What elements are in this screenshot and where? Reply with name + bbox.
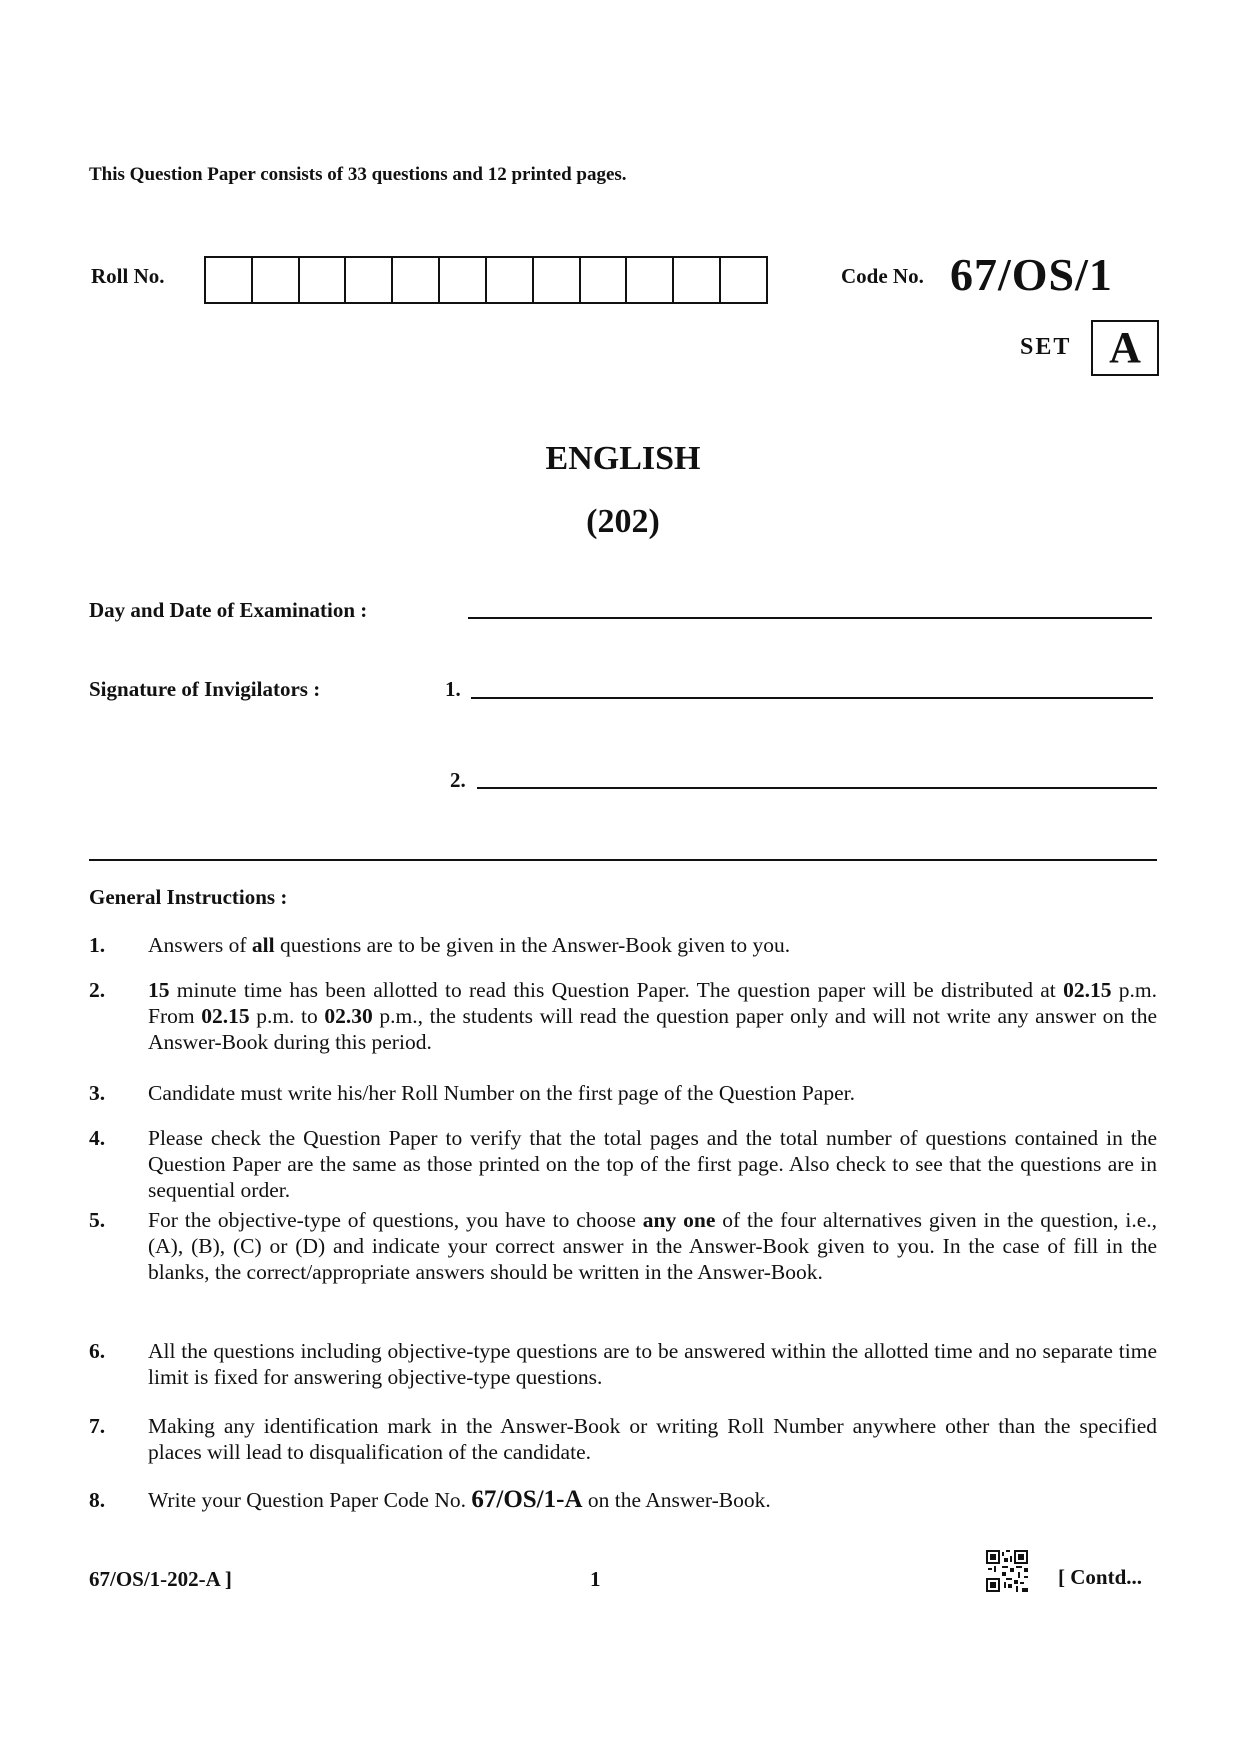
roll-digit-box[interactable] xyxy=(253,258,300,302)
instruction-text: Candidate must write his/her Roll Number on the first page of the Question Paper. xyxy=(148,1081,855,1105)
roll-digit-box[interactable] xyxy=(627,258,674,302)
instruction-number: 4. xyxy=(89,1126,106,1150)
footer-paper-code: 67/OS/1-202-A ] xyxy=(89,1567,232,1591)
instruction-item xyxy=(89,1207,1157,1285)
invigilator-2-number: 2. xyxy=(450,768,466,792)
page-count-note: This Question Paper consists of 33 questions and 12 printed pages. xyxy=(89,164,627,185)
emphasis-text: 02.15 xyxy=(201,1004,250,1028)
roll-digit-box[interactable] xyxy=(674,258,721,302)
code-number-label: Code No. xyxy=(841,264,924,288)
general-instructions-heading: General Instructions : xyxy=(89,885,288,909)
instruction-item xyxy=(89,977,1157,1055)
instruction-text: Making any identification mark in the Answer-Book or writing Roll Number anywhere other than the specified places will lead to disqualification of the candidate. xyxy=(148,1414,1157,1464)
roll-digit-box[interactable] xyxy=(534,258,581,302)
instruction-text: Please check the Question Paper to verify that the total pages and the total number of questions contained in the Question Paper are the same as those printed on the top of the first page. Also check to see that the questions are in sequential order. xyxy=(148,1126,1157,1202)
invigilator-1-line[interactable] xyxy=(471,697,1153,699)
roll-digit-box[interactable] xyxy=(581,258,628,302)
roll-number-label: Roll No. xyxy=(91,264,165,288)
instruction-item xyxy=(89,1413,1157,1465)
instruction-item xyxy=(89,1125,1157,1203)
answer-book-code: 67/OS/1-A xyxy=(471,1486,583,1513)
roll-digit-box[interactable] xyxy=(346,258,393,302)
instruction-text: 15 minute time has been allotted to read this Question Paper. The question paper will be distributed at 02.15 p.m. From 02.15 p.m. to 02.30 p.m., the students will read the question paper only and will not write any answer on the Answer-Book during this period. xyxy=(148,978,1157,1054)
instruction-item xyxy=(89,932,1157,958)
set-value-box: A xyxy=(1091,320,1159,376)
roll-digit-box[interactable] xyxy=(487,258,534,302)
emphasis-text: 15 xyxy=(148,978,170,1002)
page-number: 1 xyxy=(590,1567,601,1591)
roll-digit-box[interactable] xyxy=(440,258,487,302)
continued-marker: [ Contd... xyxy=(1058,1565,1143,1589)
subject-title: ENGLISH xyxy=(545,440,701,477)
instruction-number: 7. xyxy=(89,1414,106,1438)
instruction-item xyxy=(89,1080,1157,1106)
qr-code-icon xyxy=(986,1550,1028,1592)
invigilator-1-number: 1. xyxy=(445,677,461,701)
subject-code: (202) xyxy=(586,503,660,540)
section-divider xyxy=(89,859,1157,861)
instruction-item xyxy=(89,1487,1157,1513)
emphasis-text: 02.30 xyxy=(324,1004,373,1028)
exam-date-label: Day and Date of Examination : xyxy=(89,598,368,622)
instruction-text: All the questions including objective-type questions are to be answered within the allotted time and no separate time limit is fixed for answering objective-type questions. xyxy=(148,1339,1157,1389)
instruction-number: 6. xyxy=(89,1339,106,1363)
roll-number-boxes[interactable] xyxy=(204,256,768,304)
instruction-number: 1. xyxy=(89,933,106,957)
instruction-text: For the objective-type of questions, you have to choose any one of the four alternatives given in the question, i.e., (A), (B), (C) or (D) and indicate your correct answer in the Answer-Book given to you. In the case of fill in the blanks, the correct/appropriate answers should be written in the Answer-Book. xyxy=(148,1208,1157,1284)
emphasis-text: 02.15 xyxy=(1063,978,1112,1002)
invigilators-label: Signature of Invigilators : xyxy=(89,677,321,701)
instruction-number: 3. xyxy=(89,1081,106,1105)
roll-digit-box[interactable] xyxy=(393,258,440,302)
instruction-number: 5. xyxy=(89,1208,106,1232)
instruction-number: 2. xyxy=(89,978,106,1002)
roll-digit-box[interactable] xyxy=(206,258,253,302)
instruction-number: 8. xyxy=(89,1488,106,1512)
roll-digit-box[interactable] xyxy=(721,258,766,302)
instruction-text: Answers of all questions are to be given in the Answer-Book given to you. xyxy=(148,933,791,957)
set-label: SET xyxy=(1020,334,1072,360)
instruction-text: Write your Question Paper Code No. 67/OS/1-A on the Answer-Book. xyxy=(148,1486,771,1513)
instruction-item xyxy=(89,1338,1157,1390)
invigilator-2-line[interactable] xyxy=(477,787,1157,789)
emphasis-text: all xyxy=(251,933,275,957)
code-number-value: 67/OS/1 xyxy=(950,249,1113,300)
exam-date-line[interactable] xyxy=(468,617,1152,619)
emphasis-text: any one xyxy=(642,1208,716,1232)
roll-digit-box[interactable] xyxy=(300,258,347,302)
